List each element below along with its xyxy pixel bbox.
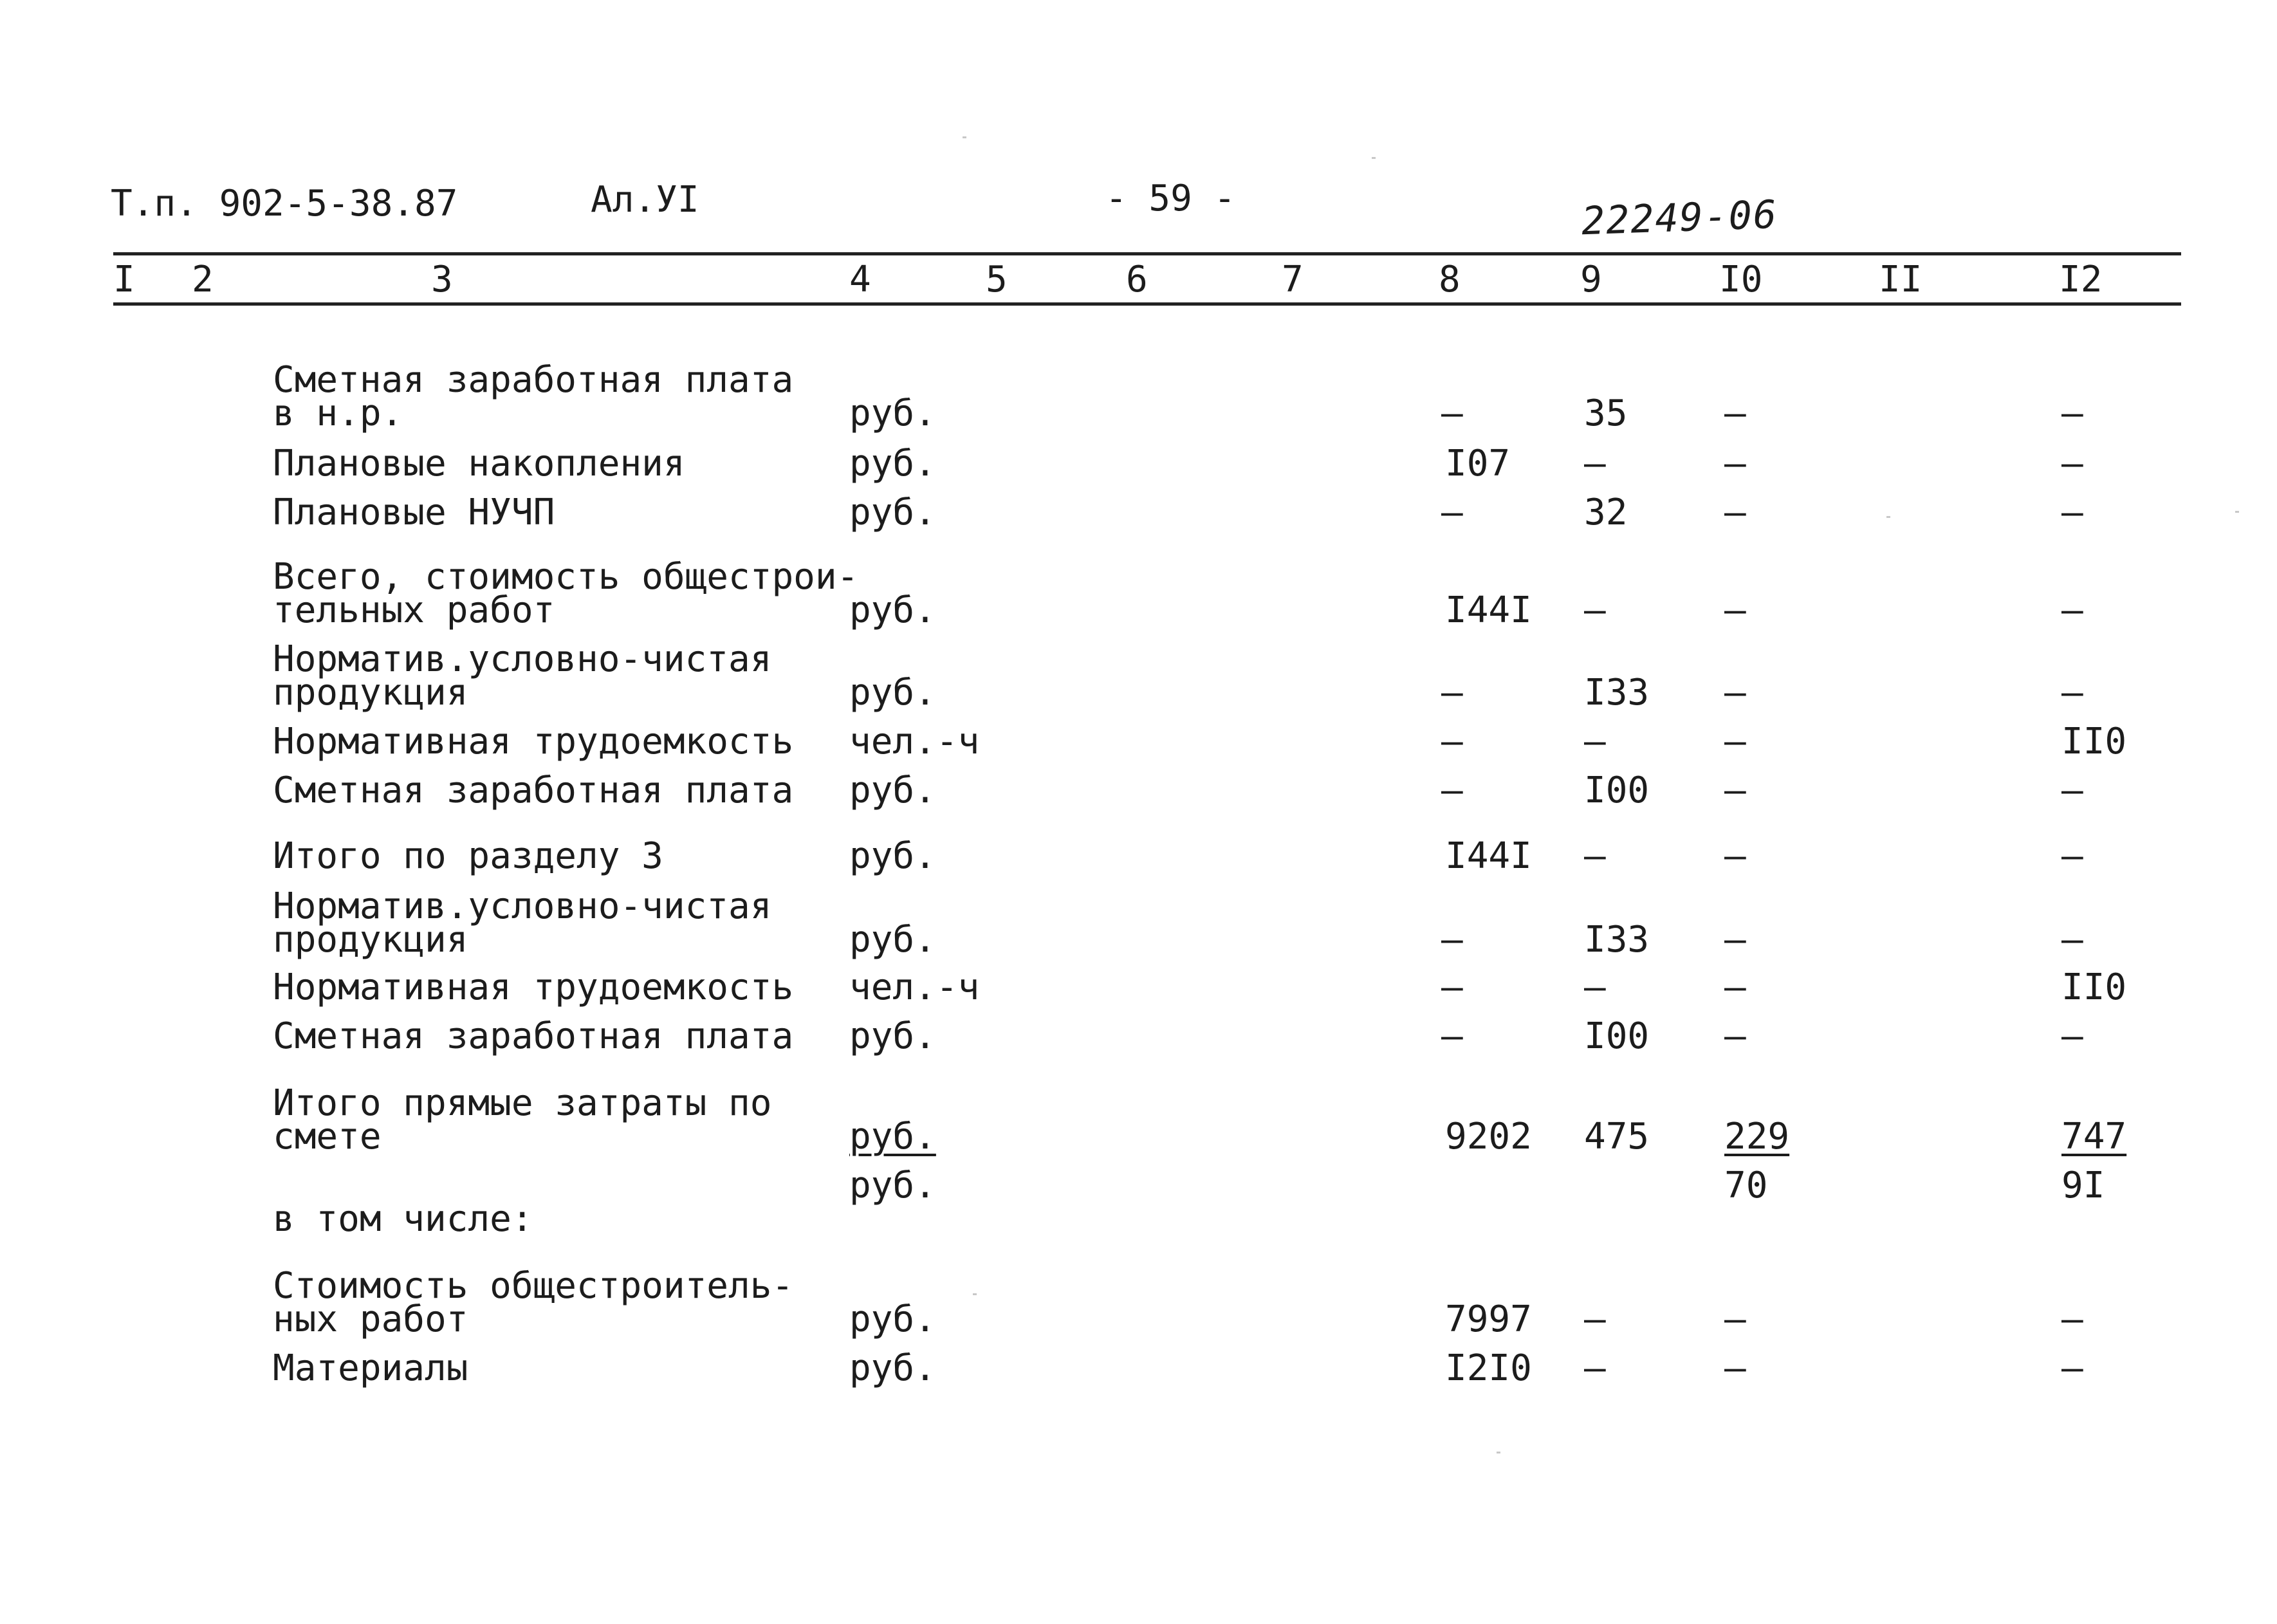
cell-col-12-secondary: 9I <box>2061 1165 2105 1206</box>
cell-col-12: – <box>2061 443 2083 484</box>
row-unit: руб. <box>849 770 936 811</box>
cell-col-12: – <box>2061 1015 2083 1057</box>
cell-col-9: – <box>1584 721 1606 762</box>
row-unit: руб. <box>849 1015 936 1057</box>
row-label: продукция <box>273 919 468 961</box>
row-label: тельных работ <box>273 589 555 631</box>
row-label: в том числе: <box>273 1198 533 1240</box>
header-rule-top <box>113 252 2181 255</box>
row-label: Плановые НУЧП <box>273 492 555 533</box>
cell-col-9: – <box>1584 1347 1606 1389</box>
cell-col-10: – <box>1724 835 1746 877</box>
cell-col-9: – <box>1584 1298 1606 1340</box>
scan-speck <box>2235 511 2239 513</box>
column-number: 6 <box>1126 259 1148 300</box>
row-label: Нормативная трудоемкость <box>273 721 794 762</box>
column-number: 3 <box>431 259 453 300</box>
cell-col-10: – <box>1724 1015 1746 1057</box>
cell-col-9: I00 <box>1584 770 1650 811</box>
cell-col-9: 35 <box>1584 392 1628 434</box>
row-label: смете <box>273 1116 382 1158</box>
cell-col-9: – <box>1584 966 1606 1008</box>
column-number: 4 <box>849 259 871 300</box>
cell-col-10: – <box>1724 966 1746 1008</box>
cell-col-12: – <box>2061 492 2083 533</box>
row-label: Нормативная трудоемкость <box>273 966 794 1008</box>
column-number: II <box>1879 259 1922 300</box>
cell-col-12: – <box>2061 1298 2083 1340</box>
cell-col-8: – <box>1441 392 1463 434</box>
row-unit: руб. <box>849 1347 936 1389</box>
cell-col-12: II0 <box>2061 966 2127 1008</box>
cell-col-10: – <box>1724 492 1746 533</box>
scan-speck <box>963 136 966 138</box>
column-number: 9 <box>1580 259 1602 300</box>
page-number: - 59 - <box>1105 178 1236 219</box>
cell-col-10: – <box>1724 392 1746 434</box>
row-label: Стоимость общестроитель- <box>273 1265 794 1307</box>
album-number: Ал.УI <box>591 179 699 221</box>
cell-col-10: 229 <box>1724 1116 1790 1158</box>
cell-col-9: – <box>1584 589 1606 631</box>
cell-col-8: – <box>1441 919 1463 961</box>
cell-col-8: I44I <box>1445 835 1532 877</box>
cell-col-10: – <box>1724 770 1746 811</box>
cell-col-8: – <box>1441 672 1463 714</box>
cell-col-12: – <box>2061 919 2083 961</box>
row-unit: руб. <box>849 492 936 533</box>
cell-col-8: 7997 <box>1445 1298 1532 1340</box>
row-label: Всего, стоимость общестрои- <box>273 556 859 598</box>
cell-col-12: 747 <box>2061 1116 2127 1158</box>
row-label: в н.р. <box>273 392 403 434</box>
row-unit: чел.-ч <box>849 721 980 762</box>
column-number: 5 <box>986 259 1008 300</box>
cell-col-9: 475 <box>1584 1116 1650 1158</box>
column-number: I2 <box>2059 259 2103 300</box>
scan-speck <box>1886 516 1890 518</box>
row-unit: руб. <box>849 835 936 877</box>
header-rule-bottom <box>113 302 2181 306</box>
cell-col-10: – <box>1724 589 1746 631</box>
cell-col-8: I44I <box>1445 589 1532 631</box>
cell-col-9: – <box>1584 835 1606 877</box>
cell-col-9: I00 <box>1584 1015 1650 1057</box>
cell-col-12: – <box>2061 392 2083 434</box>
cell-col-9: I33 <box>1584 672 1650 714</box>
row-label: Итого по разделу 3 <box>273 835 663 877</box>
cell-col-12: II0 <box>2061 721 2127 762</box>
cell-col-12: – <box>2061 1347 2083 1389</box>
row-unit: руб. <box>849 1298 936 1340</box>
cell-col-8: I2I0 <box>1445 1347 1532 1389</box>
column-number: 8 <box>1439 259 1461 300</box>
cell-col-12: – <box>2061 672 2083 714</box>
cell-col-8: – <box>1441 966 1463 1008</box>
cell-col-9: – <box>1584 443 1606 484</box>
cell-col-12: – <box>2061 589 2083 631</box>
row-unit-secondary: руб. <box>849 1165 936 1206</box>
row-label: Плановые накопления <box>273 443 685 484</box>
row-label: Норматив.условно-чистая <box>273 885 772 927</box>
row-label: продукция <box>273 672 468 714</box>
column-number: 2 <box>192 259 214 300</box>
cell-col-8: – <box>1441 770 1463 811</box>
cell-col-8: I07 <box>1445 443 1511 484</box>
column-number: I0 <box>1719 259 1763 300</box>
cell-col-8: – <box>1441 492 1463 533</box>
cell-col-10-secondary: 70 <box>1724 1165 1768 1206</box>
row-label: Материалы <box>273 1347 468 1389</box>
row-unit: руб. <box>849 392 936 434</box>
cell-col-12: – <box>2061 835 2083 877</box>
cell-col-10: – <box>1724 1347 1746 1389</box>
row-label: Сметная заработная плата <box>273 770 794 811</box>
cell-col-10: – <box>1724 672 1746 714</box>
row-label: Сметная заработная плата <box>273 1015 794 1057</box>
document-stamp: 22249-06 <box>1580 192 1779 245</box>
row-label: Норматив.условно-чистая <box>273 638 772 680</box>
cell-col-9: 32 <box>1584 492 1628 533</box>
column-number: I <box>113 259 135 300</box>
scan-speck <box>1372 157 1376 159</box>
cell-col-10: – <box>1724 443 1746 484</box>
row-unit: руб. <box>849 1116 936 1158</box>
cell-col-10: – <box>1724 1298 1746 1340</box>
row-unit: руб. <box>849 919 936 961</box>
row-label: ных работ <box>273 1298 468 1340</box>
cell-col-8: 9202 <box>1445 1116 1532 1158</box>
project-code: Т.п. 902-5-38.87 <box>111 183 458 225</box>
cell-col-8: – <box>1441 1015 1463 1057</box>
row-unit: руб. <box>849 443 936 484</box>
scan-speck <box>973 1293 977 1295</box>
row-unit: руб. <box>849 672 936 714</box>
cell-col-9: I33 <box>1584 919 1650 961</box>
cell-col-10: – <box>1724 721 1746 762</box>
column-number: 7 <box>1282 259 1304 300</box>
cell-col-12: – <box>2061 770 2083 811</box>
row-label: Сметная заработная плата <box>273 359 794 401</box>
cell-col-10: – <box>1724 919 1746 961</box>
cell-col-8: – <box>1441 721 1463 762</box>
scan-speck <box>1497 1452 1500 1453</box>
row-unit: чел.-ч <box>849 966 980 1008</box>
row-label: Итого прямые затраты по <box>273 1082 772 1124</box>
row-unit: руб. <box>849 589 936 631</box>
